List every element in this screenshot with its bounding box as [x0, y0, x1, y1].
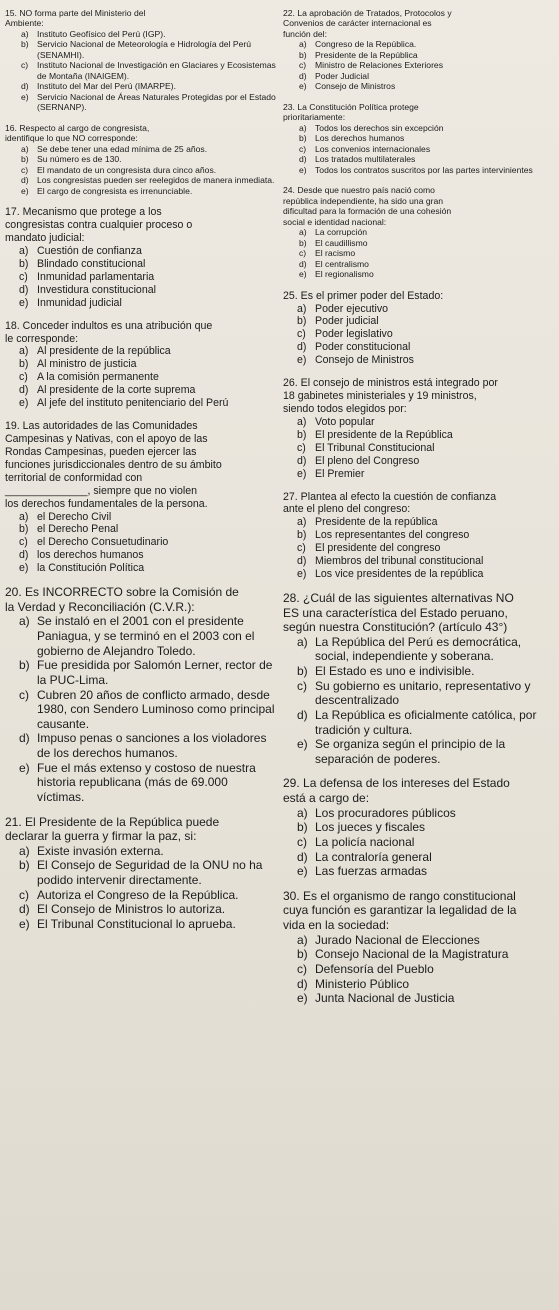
- answer-option: [283, 820, 555, 835]
- option-letter: b): [19, 257, 29, 270]
- option-letter: c): [21, 60, 29, 71]
- option-text: El centralismo: [315, 258, 369, 269]
- answer-option: [283, 864, 555, 879]
- answer-option: [283, 81, 555, 91]
- option-letter: d): [21, 175, 29, 186]
- option-letter: c): [297, 328, 306, 341]
- answer-option: [5, 81, 277, 91]
- option-text: El caudillismo: [315, 237, 368, 248]
- option-letter: b): [297, 947, 308, 962]
- option-letter: b): [297, 664, 308, 679]
- answer-option: [5, 688, 277, 732]
- option-text: Junta Nacional de Justicia: [315, 991, 455, 1006]
- answer-option: [283, 555, 555, 568]
- answer-option: [283, 468, 555, 481]
- answer-option: [5, 858, 277, 887]
- option-text: Al presidente de la corte suprema: [37, 384, 196, 397]
- option-letter: e): [297, 864, 308, 879]
- option-text: Los jueces y fiscales: [315, 820, 426, 835]
- option-letter: d): [19, 902, 30, 917]
- option-letter: c): [299, 60, 307, 71]
- option-text: El regionalismo: [315, 269, 374, 280]
- option-letter: d): [299, 154, 307, 165]
- option-letter: b): [19, 358, 29, 371]
- option-letter: a): [297, 302, 307, 315]
- option-letter: b): [297, 315, 307, 328]
- answer-option: [5, 902, 277, 917]
- option-text: Fue el más extenso y costoso de nuestra historia republicana (más de 69.000 víctimas.: [37, 760, 256, 804]
- option-letter: e): [19, 760, 30, 775]
- answer-option: [283, 303, 555, 316]
- option-text: Autoriza el Congreso de la República.: [37, 887, 239, 902]
- question-text: 30. Es el organismo de rango constitucional cuya función es garantizar la legalidad de la vida en la sociedad:: [283, 888, 517, 933]
- option-text: Servicio Nacional de Áreas Naturales Protegidas por el Estado (SERNANP).: [37, 91, 276, 113]
- option-letter: b): [19, 858, 30, 873]
- option-letter: d): [297, 341, 307, 354]
- option-letter: a): [299, 122, 307, 133]
- answer-option: [5, 397, 277, 410]
- question-text: 16. Respecto al cargo de congresista, identifique lo que NO corresponde:: [5, 122, 150, 144]
- option-text: Su número es de 130.: [37, 154, 122, 165]
- answer-option: [5, 165, 277, 175]
- question-text: 29. La defensa de los intereses del Estado está a cargo de:: [283, 776, 510, 806]
- option-letter: a): [21, 143, 29, 154]
- option-text: Voto popular: [315, 415, 375, 428]
- answer-option: [283, 227, 555, 237]
- option-letter: e): [297, 568, 307, 581]
- answer-option: [5, 60, 277, 81]
- option-letter: e): [21, 185, 29, 196]
- answer-option: [5, 917, 277, 932]
- option-text: Jurado Nacional de Elecciones: [315, 932, 480, 947]
- option-letter: b): [299, 49, 307, 60]
- answer-option: [283, 529, 555, 542]
- option-text: Los vice presidentes de la república: [315, 568, 484, 581]
- option-letter: d): [19, 283, 29, 296]
- question-text: 26. El consejo de ministros está integrado por 18 gabinetes ministeriales y 19 ministros, siendo todos elegidos por:: [283, 377, 498, 415]
- option-text: Inmunidad judicial: [37, 296, 122, 309]
- option-text: Cubren 20 años de conflicto armado, desde 1980, con Sendero Luminoso como principal causante.: [37, 687, 275, 731]
- option-letter: c): [19, 536, 28, 549]
- option-letter: a): [297, 634, 308, 649]
- question-text: 24. Desde que nuestro país nació como república independiente, ha sido una gran dificultad para la formación de una cohesión social e identidad nacional:: [283, 185, 452, 227]
- answer-option: [283, 442, 555, 455]
- question-text: 28. ¿Cuál de las siguientes alternativas NO ES una característica del Estado peruano, según nuestra Constitución? (artículo 43°): [283, 590, 514, 635]
- option-letter: e): [297, 991, 308, 1006]
- answer-option: [5, 92, 277, 113]
- question-q18: [5, 320, 277, 410]
- option-letter: a): [297, 805, 308, 820]
- question-q17: [5, 206, 277, 309]
- option-text: El presidente del congreso: [315, 542, 441, 555]
- answer-option: [283, 133, 555, 143]
- option-letter: e): [19, 562, 29, 575]
- option-letter: a): [19, 614, 30, 629]
- option-letter: b): [299, 237, 307, 248]
- answer-option: [283, 60, 555, 70]
- answer-option: [283, 354, 555, 367]
- option-text: El Estado es uno e indivisible.: [315, 664, 475, 679]
- answer-option: [283, 664, 555, 679]
- answer-option: [283, 154, 555, 164]
- option-text: los derechos humanos: [37, 549, 144, 562]
- option-letter: e): [19, 916, 30, 931]
- option-text: Los convenios internacionales: [315, 143, 431, 154]
- option-text: Consejo Nacional de la Magistratura: [315, 947, 509, 962]
- option-letter: b): [21, 39, 29, 50]
- option-letter: a): [19, 843, 30, 858]
- answer-option: [283, 315, 555, 328]
- option-letter: c): [19, 887, 29, 902]
- option-letter: a): [299, 39, 307, 50]
- option-letter: a): [297, 932, 308, 947]
- option-text: Instituto Nacional de Investigación en Glaciares y Ecosistemas de Montaña (INAIGEM).: [37, 60, 276, 81]
- question-q21: [5, 815, 277, 932]
- answer-option: [283, 341, 555, 354]
- option-letter: c): [297, 678, 307, 693]
- answer-option: [283, 737, 555, 766]
- option-text: El Consejo de Seguridad de la ONU no ha podido intervenir directamente.: [37, 858, 263, 887]
- option-text: La República del Perú es democrática, social, independiente y soberana.: [315, 634, 522, 664]
- answer-option: [5, 536, 277, 549]
- answer-option: [283, 962, 555, 977]
- option-text: El Consejo de Ministros lo autoriza.: [37, 902, 226, 917]
- option-text: La corrupción: [315, 227, 368, 238]
- option-text: Inmunidad parlamentaria: [37, 270, 155, 283]
- option-text: Presidente de la República: [315, 49, 418, 60]
- option-text: Congreso de la República.: [315, 39, 417, 50]
- option-text: Poder constitucional: [315, 341, 411, 354]
- answer-option: [5, 844, 277, 859]
- option-letter: a): [19, 245, 29, 257]
- answer-option: [5, 175, 277, 185]
- question-text: 22. La aprobación de Tratados, Protocolos y Convenios de carácter internacional es función del:: [283, 8, 452, 39]
- option-letter: d): [297, 849, 308, 864]
- option-text: Los procuradores públicos: [315, 805, 456, 820]
- answer-option: [283, 835, 555, 850]
- option-letter: c): [21, 164, 29, 175]
- option-text: Poder judicial: [315, 315, 379, 328]
- question-q20: [5, 585, 277, 804]
- option-text: Todos los contratos suscritos por las partes intervinientes: [315, 164, 533, 175]
- answer-option: [283, 416, 555, 429]
- answer-option: [283, 71, 555, 81]
- option-text: Poder legislativo: [315, 328, 393, 341]
- answer-option: [283, 568, 555, 581]
- option-letter: e): [297, 354, 307, 367]
- option-text: El racismo: [315, 248, 356, 259]
- option-letter: c): [297, 834, 307, 849]
- option-letter: b): [297, 820, 308, 835]
- option-text: la Constitución Política: [37, 562, 145, 575]
- option-letter: c): [297, 441, 306, 454]
- option-text: El mandato de un congresista dura cinco años.: [37, 164, 217, 175]
- option-letter: e): [19, 397, 29, 410]
- question-text: 19. Las autoridades de las Comunidades Campesinas y Nativas, con el apoyo de las Rondas Campesinas, pueden ejercer las funciones jurisdiccionales dentro de su ámbito territorial de conformidad con ______________, siempre que no violen los derechos fundamentales de la persona.: [5, 420, 222, 510]
- option-letter: d): [299, 258, 307, 269]
- answer-option: [283, 248, 555, 258]
- option-text: Instituto del Mar del Perú (IMARPE).: [37, 81, 176, 92]
- option-letter: d): [299, 70, 307, 81]
- option-text: Todos los derechos sin excepción: [315, 122, 444, 133]
- option-text: Ministerio Público: [315, 976, 410, 991]
- answer-option: [283, 806, 555, 821]
- option-text: Investidura constitucional: [37, 283, 156, 296]
- question-q22: [283, 8, 555, 92]
- answer-option: [283, 516, 555, 529]
- option-text: Defensoría del Pueblo: [315, 961, 434, 976]
- answer-option: [283, 259, 555, 269]
- option-letter: d): [297, 976, 308, 991]
- answer-option: [5, 39, 277, 60]
- answer-option: [5, 523, 277, 536]
- question-q29: [283, 776, 555, 878]
- option-text: Los derechos humanos: [315, 133, 405, 144]
- option-text: El pleno del Congreso: [315, 454, 420, 467]
- right-column: [283, 8, 555, 1016]
- option-letter: b): [19, 658, 30, 673]
- option-letter: d): [297, 707, 308, 722]
- answer-option: [5, 761, 277, 805]
- question-q15: [5, 8, 277, 113]
- answer-option: [283, 977, 555, 992]
- answer-option: [283, 165, 555, 175]
- answer-option: [5, 297, 277, 310]
- option-letter: d): [21, 81, 29, 92]
- option-text: el Derecho Penal: [37, 523, 119, 536]
- question-text: 27. Plantea al efecto la cuestión de confianza ante el pleno del congreso:: [283, 490, 497, 516]
- option-letter: e): [19, 296, 29, 309]
- option-text: Ministro de Relaciones Exteriores: [315, 60, 444, 71]
- option-text: Blindado constitucional: [37, 257, 146, 270]
- option-text: Servicio Nacional de Meteorología e Hidrología del Perú (SENAMHI).: [37, 39, 252, 60]
- option-text: Consejo de Ministros: [315, 354, 414, 367]
- answer-option: [283, 850, 555, 865]
- option-letter: c): [297, 542, 306, 555]
- option-text: A la comisión permanente: [37, 371, 159, 384]
- answer-option: [5, 658, 277, 687]
- option-text: Al presidente de la república: [37, 345, 171, 358]
- question-q24: [283, 185, 555, 279]
- option-text: el Derecho Civil: [37, 510, 112, 523]
- answer-option: [5, 562, 277, 575]
- option-text: La contraloría general: [315, 849, 432, 864]
- option-text: Los tratados multilaterales: [315, 154, 416, 165]
- question-q23: [283, 102, 555, 175]
- answer-option: [5, 245, 277, 258]
- question-q27: [283, 491, 555, 581]
- question-text: 17. Mecanismo que protege a los congresistas contra cualquier proceso o mandato judicial:: [5, 206, 193, 245]
- answer-option: [5, 358, 277, 371]
- option-text: Impuso penas o sanciones a los violadores de los derechos humanos.: [37, 731, 267, 760]
- option-text: El presidente de la República: [315, 428, 453, 441]
- option-text: el Derecho Consuetudinario: [37, 536, 169, 549]
- option-letter: c): [19, 270, 28, 283]
- answer-option: [5, 258, 277, 271]
- option-letter: a): [21, 28, 29, 39]
- answer-option: [5, 614, 277, 658]
- option-letter: c): [299, 248, 307, 259]
- option-text: Se debe tener una edad mínima de 25 años.: [37, 143, 208, 154]
- answer-option: [5, 345, 277, 358]
- option-text: Consejo de Ministros: [315, 81, 396, 92]
- option-letter: e): [297, 467, 307, 480]
- answer-option: [5, 731, 277, 760]
- option-text: Instituto Geofísico del Perú (IGP).: [37, 28, 166, 39]
- answer-option: [283, 328, 555, 341]
- question-q30: [283, 889, 555, 1006]
- answer-option: [5, 271, 277, 284]
- option-text: Existe invasión externa.: [37, 843, 164, 858]
- answer-option: [283, 708, 555, 737]
- question-text: 23. La Constitución Política protege prioritariamente:: [283, 101, 419, 123]
- answer-option: [283, 933, 555, 948]
- option-letter: b): [19, 523, 29, 536]
- option-text: Las fuerzas armadas: [315, 864, 428, 879]
- option-letter: b): [297, 529, 307, 542]
- option-text: Se instaló en el 2001 con el presidente Paniagua, y se terminó en el 2003 con el gobierno de Alejandro Toledo.: [37, 614, 255, 658]
- question-q25: [283, 290, 555, 368]
- option-letter: e): [299, 164, 307, 175]
- option-letter: e): [297, 737, 308, 752]
- option-letter: a): [297, 516, 307, 529]
- option-text: El Tribunal Constitucional lo aprueba.: [37, 916, 236, 931]
- question-text: 20. Es INCORRECTO sobre la Comisión de la Verdad y Reconciliación (C.V.R.):: [5, 585, 239, 614]
- answer-option: [5, 144, 277, 154]
- answer-option: [5, 186, 277, 196]
- question-text: 25. Es el primer poder del Estado:: [283, 289, 444, 302]
- answer-option: [283, 455, 555, 468]
- option-letter: c): [297, 961, 307, 976]
- option-text: Se organiza según el principio de la separación de poderes.: [315, 737, 506, 766]
- option-text: Poder Judicial: [315, 70, 369, 81]
- answer-option: [283, 123, 555, 133]
- answer-option: [5, 888, 277, 903]
- option-letter: b): [299, 133, 307, 144]
- answer-option: [5, 284, 277, 297]
- answer-option: [283, 542, 555, 555]
- answer-option: [283, 991, 555, 1006]
- question-q28: [283, 591, 555, 767]
- option-text: El Premier: [315, 467, 365, 480]
- answer-option: [283, 269, 555, 279]
- answer-option: [5, 154, 277, 164]
- option-letter: d): [19, 731, 30, 746]
- answer-option: [283, 50, 555, 60]
- question-q19: [5, 420, 277, 575]
- left-column: [5, 8, 277, 942]
- question-text: 21. El Presidente de la República puede declarar la guerra y firmar la paz, si:: [5, 814, 220, 844]
- option-text: El cargo de congresista es irrenunciable.: [37, 185, 193, 196]
- option-text: La policía nacional: [315, 834, 415, 849]
- answer-option: [5, 511, 277, 524]
- option-letter: c): [299, 143, 307, 154]
- option-letter: a): [19, 510, 29, 523]
- answer-option: [283, 635, 555, 664]
- question-text: 15. NO forma parte del Ministerio del Ambiente:: [5, 8, 146, 29]
- option-text: El Tribunal Constitucional: [315, 441, 435, 454]
- answer-option: [5, 549, 277, 562]
- answer-option: [5, 29, 277, 39]
- answer-option: [5, 371, 277, 384]
- answer-option: [283, 679, 555, 708]
- option-letter: c): [19, 687, 29, 702]
- answer-option: [283, 947, 555, 962]
- option-text: La República es oficialmente católica, por tradición y cultura.: [315, 707, 537, 737]
- answer-option: [5, 384, 277, 397]
- option-text: Al ministro de justicia: [37, 358, 137, 371]
- option-letter: e): [299, 269, 307, 280]
- answer-option: [283, 429, 555, 442]
- option-text: Los congresistas pueden ser reelegidos de manera inmediata.: [37, 175, 275, 186]
- option-letter: a): [297, 415, 307, 428]
- option-letter: a): [299, 227, 307, 238]
- option-letter: a): [19, 345, 29, 358]
- option-text: Su gobierno es unitario, representativo y descentralizado: [315, 678, 531, 708]
- question-text: 18. Conceder indultos es una atribución que le corresponde:: [5, 319, 213, 345]
- option-letter: c): [19, 371, 28, 384]
- option-text: Al jefe del instituto penitenciario del Perú: [37, 397, 229, 410]
- answer-option: [283, 144, 555, 154]
- option-letter: d): [19, 384, 29, 397]
- option-letter: e): [21, 91, 29, 102]
- option-text: Los representantes del congreso: [315, 529, 470, 542]
- option-text: Poder ejecutivo: [315, 302, 389, 315]
- answer-option: [283, 238, 555, 248]
- option-letter: d): [297, 454, 307, 467]
- option-text: Presidente de la república: [315, 516, 438, 529]
- option-letter: d): [19, 549, 29, 562]
- question-q26: [283, 377, 555, 480]
- option-letter: e): [299, 81, 307, 92]
- option-letter: d): [297, 555, 307, 568]
- option-text: Miembros del tribunal constitucional: [315, 555, 484, 568]
- option-letter: b): [21, 154, 29, 165]
- option-text: Fue presidida por Salomón Lerner, rector de la PUC-Lima.: [37, 658, 273, 687]
- option-text: Cuestión de confianza: [37, 245, 142, 257]
- question-q16: [5, 123, 277, 196]
- option-letter: b): [297, 428, 307, 441]
- answer-option: [283, 39, 555, 49]
